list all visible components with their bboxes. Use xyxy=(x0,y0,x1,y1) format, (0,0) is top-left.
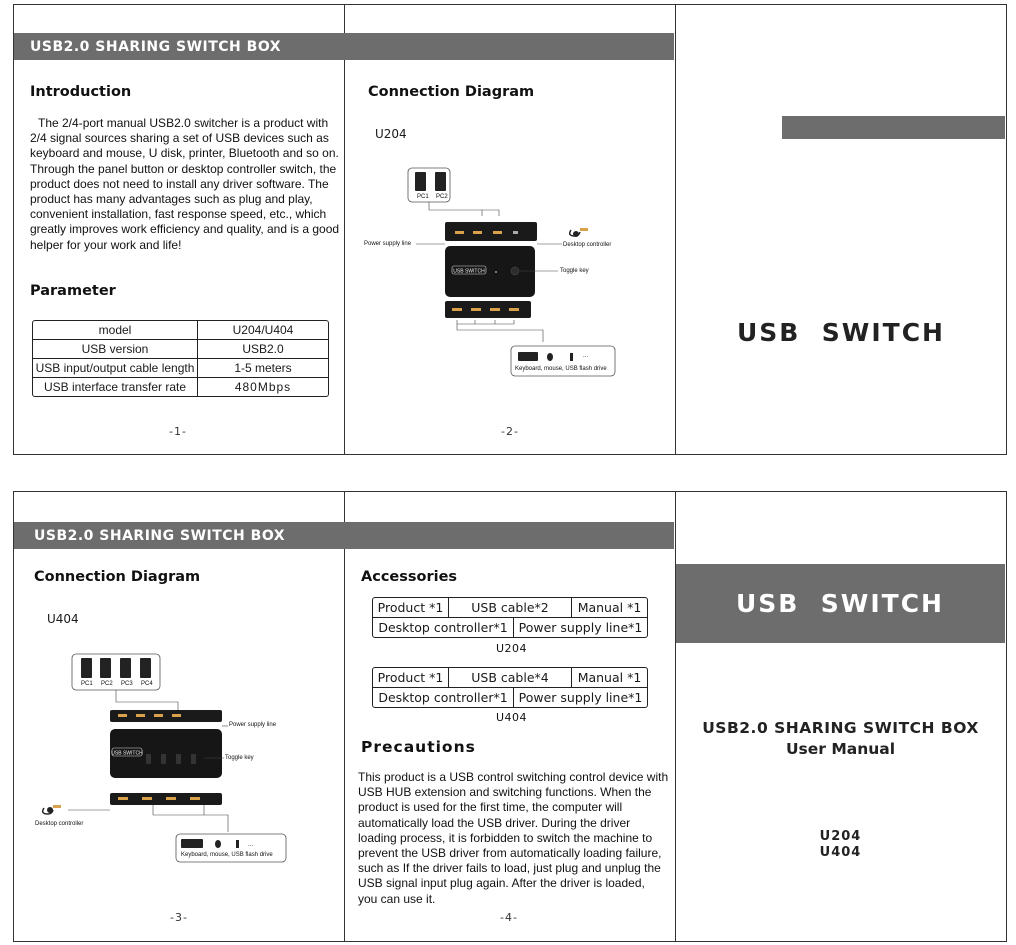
switch-box-label: USB SWITCH xyxy=(453,268,485,275)
devices-label: Keyboard, mouse, USB flash drive xyxy=(181,852,273,858)
fold-line xyxy=(675,4,676,455)
model-label: U204 xyxy=(375,127,407,141)
precautions-text: This product is a USB control switching control device with USB HUB extension and switching functions. When the product is used for the first time, the computer will automatically load the USB driver. During the driver loading process, it is forbidden to switch the machine to prevent the USB driver from automatically loading failure, such as If the driver fails to load, just plug and unplug the USB signal input plug again. After the driver is loaded, you can use it. xyxy=(358,770,669,906)
desktop-controller-label: Desktop controller xyxy=(563,242,612,248)
toggle-key-label: Toggle key xyxy=(560,268,589,274)
pc-tower-icon xyxy=(435,172,446,191)
table-row: Desktop controller*1 Power supply line*1 xyxy=(373,617,647,637)
switch-box-label: USB SWITCH xyxy=(111,750,143,757)
back-cover-title: USB SWITCH xyxy=(737,318,945,347)
table-caption: U204 xyxy=(496,642,528,655)
fold-line xyxy=(344,491,345,942)
table-caption: U404 xyxy=(496,711,528,724)
mouse-icon xyxy=(547,353,553,361)
pc-tower-icon xyxy=(81,658,92,678)
pc-tower-icon xyxy=(415,172,426,191)
table-row: Desktop controller*1 Power supply line*1 xyxy=(373,687,647,707)
u204-connection-diagram xyxy=(358,160,658,382)
fold-line xyxy=(344,4,345,455)
pc-tower-icon xyxy=(120,658,131,678)
cover-model: U204 xyxy=(819,829,862,844)
accessories-table-u404 xyxy=(372,667,648,708)
page-number: -3- xyxy=(170,911,188,924)
cover-subtitle: USB2.0 SHARING SWITCH BOX xyxy=(702,719,979,737)
usb-drive-icon xyxy=(570,353,573,361)
header-band xyxy=(14,522,674,549)
pc-tower-icon xyxy=(140,658,151,678)
model-label: U404 xyxy=(47,612,79,626)
cover-user-manual: User Manual xyxy=(785,740,896,758)
power-supply-label: Power supply line xyxy=(229,722,277,728)
page-number: -2- xyxy=(501,425,519,438)
table-row: USB version USB2.0 xyxy=(33,340,328,359)
fold-line xyxy=(675,491,676,942)
toggle-key-label: Toggle key xyxy=(225,755,254,761)
mouse-icon xyxy=(215,840,221,848)
usb-drive-icon xyxy=(236,840,239,848)
table-row: model U204/U404 xyxy=(33,321,328,340)
cover-title: USB SWITCH xyxy=(736,589,944,618)
accessories-heading: Accessories xyxy=(361,569,458,585)
page-number: -4- xyxy=(500,911,518,924)
introduction-text: The 2/4-port manual USB2.0 switcher is a product with 2/4 signal sources sharing a set of USB devices such as keyboard and mouse, U disk, printer, Bluetooth and so on. Through the panel button or desktop controller switch, the product does not need to install any driver software. The product has many advantages such as plug and play, convenient installation, fast response speed, etc., which greatly improves work efficiency and quality, and is a good helper for your work and life! xyxy=(30,116,340,252)
header-band xyxy=(14,33,674,60)
connection-diagram-heading: Connection Diagram xyxy=(34,569,201,585)
pc-tower-icon xyxy=(100,658,111,678)
cover-back-band xyxy=(782,116,1005,139)
precautions-heading: Precautions xyxy=(361,738,476,756)
cover-model: U404 xyxy=(819,845,862,860)
introduction-heading: Introduction xyxy=(30,84,132,100)
devices-label: Keyboard, mouse, USB flash drive xyxy=(515,366,607,372)
table-row: USB interface transfer rate 480Mbps xyxy=(33,378,328,396)
table-row: Product *1 USB cable*4 Manual *1 xyxy=(373,668,647,687)
page-number: -1- xyxy=(169,425,187,438)
keyboard-icon xyxy=(181,839,203,848)
u404-connection-diagram xyxy=(28,650,298,865)
cover-band xyxy=(676,564,1005,643)
keyboard-icon xyxy=(518,352,538,361)
power-supply-label: Power supply line xyxy=(364,241,412,247)
connection-diagram-heading: Connection Diagram xyxy=(368,84,535,100)
band-title: USB2.0 SHARING SWITCH BOX xyxy=(30,39,282,55)
accessories-table-u204 xyxy=(372,597,648,638)
parameter-heading: Parameter xyxy=(30,283,116,299)
table-row: Product *1 USB cable*2 Manual *1 xyxy=(373,598,647,617)
band-title: USB2.0 SHARING SWITCH BOX xyxy=(34,528,286,544)
desktop-controller-label: Desktop controller xyxy=(35,821,84,827)
parameter-table xyxy=(32,320,329,397)
table-row: USB input/output cable length 1-5 meters xyxy=(33,359,328,378)
